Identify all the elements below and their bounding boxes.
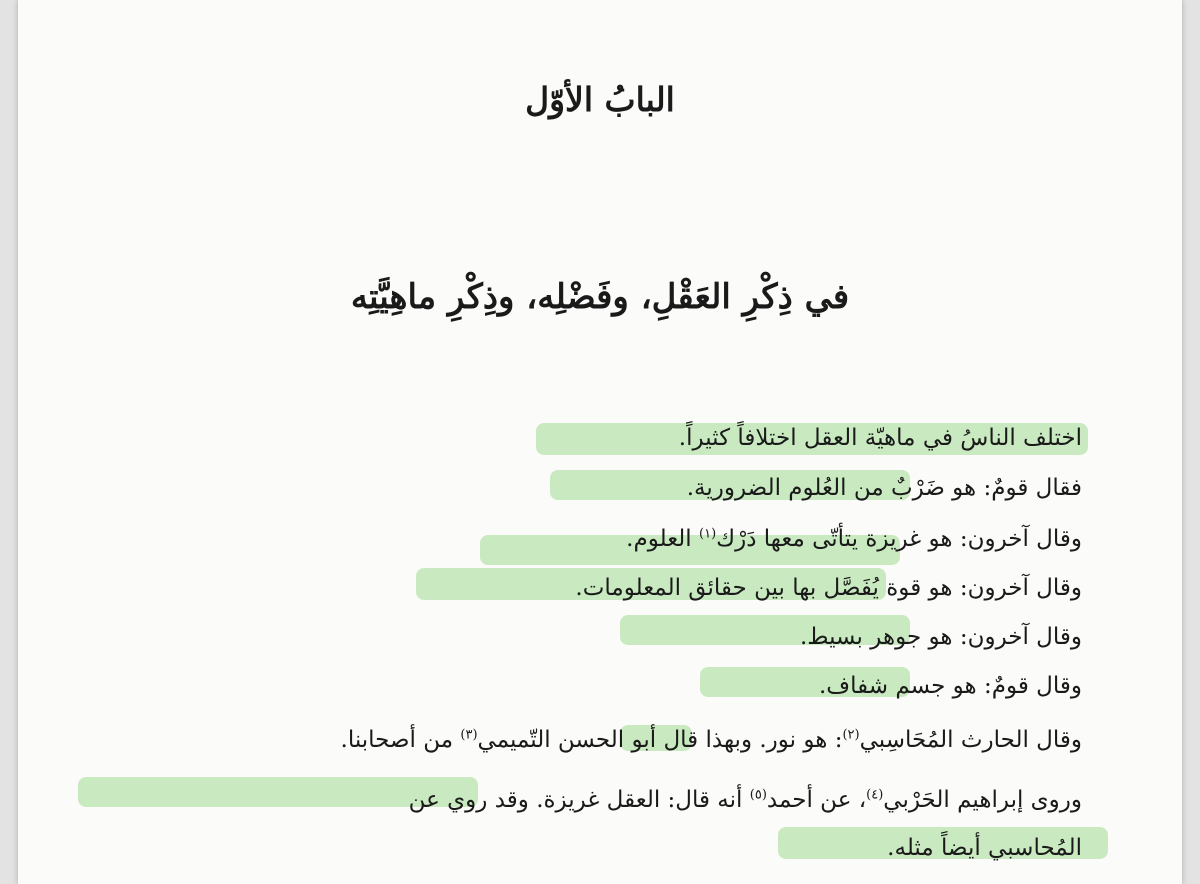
footnote-ref[interactable]: (١) — [699, 526, 717, 542]
text-line: وقال آخرون: هو غريزة يتأتّى معها دَرْك$^{(١)}$ العلوم. — [626, 526, 1082, 552]
text-line: فقال قومٌ: هو ضَرْبٌ من العُلوم الضرورية. — [686, 475, 1082, 501]
chapter-heading: البابُ الأوّل — [525, 80, 675, 119]
footnote-ref[interactable]: (٢) — [842, 727, 860, 743]
footnote-ref[interactable]: (٣) — [460, 727, 478, 743]
footnote-ref[interactable]: (٥) — [749, 787, 767, 803]
text-line: المُحاسبي أيضاً مثله. — [887, 835, 1082, 861]
text-line: وقال قومٌ: هو جسم شفاف. — [818, 673, 1082, 699]
text-line: اختلف الناسُ في ماهيّة العقل اختلافاً كثيراً. — [678, 425, 1082, 451]
footnote-ref[interactable]: (٤) — [866, 787, 884, 803]
text-line: وقال آخرون: هو جوهر بسيط. — [799, 624, 1082, 650]
text-line: وروى إبراهيم الحَرْبي$^{(٤)}$، عن أحمد$^{(٥)}$ أنه قال: العقل غريزة. وقد روي عن — [408, 787, 1082, 813]
text-line: وقال الحارث المُحَاسِبي$^{(٢)}$: هو نور. وبهذا قال أبو الحسن التّميمي$^{(٣)}$ من أصحابنا. — [340, 727, 1082, 753]
document-page — [18, 0, 1182, 884]
text-line: وقال آخرون: هو قوة يُفَصَّل بها بين حقائق المعلومات. — [575, 575, 1082, 601]
page-title: في ذِكْرِ العَقْلِ، وفَضْلِه، وذِكْرِ ماهِيَّتِه — [350, 277, 850, 317]
